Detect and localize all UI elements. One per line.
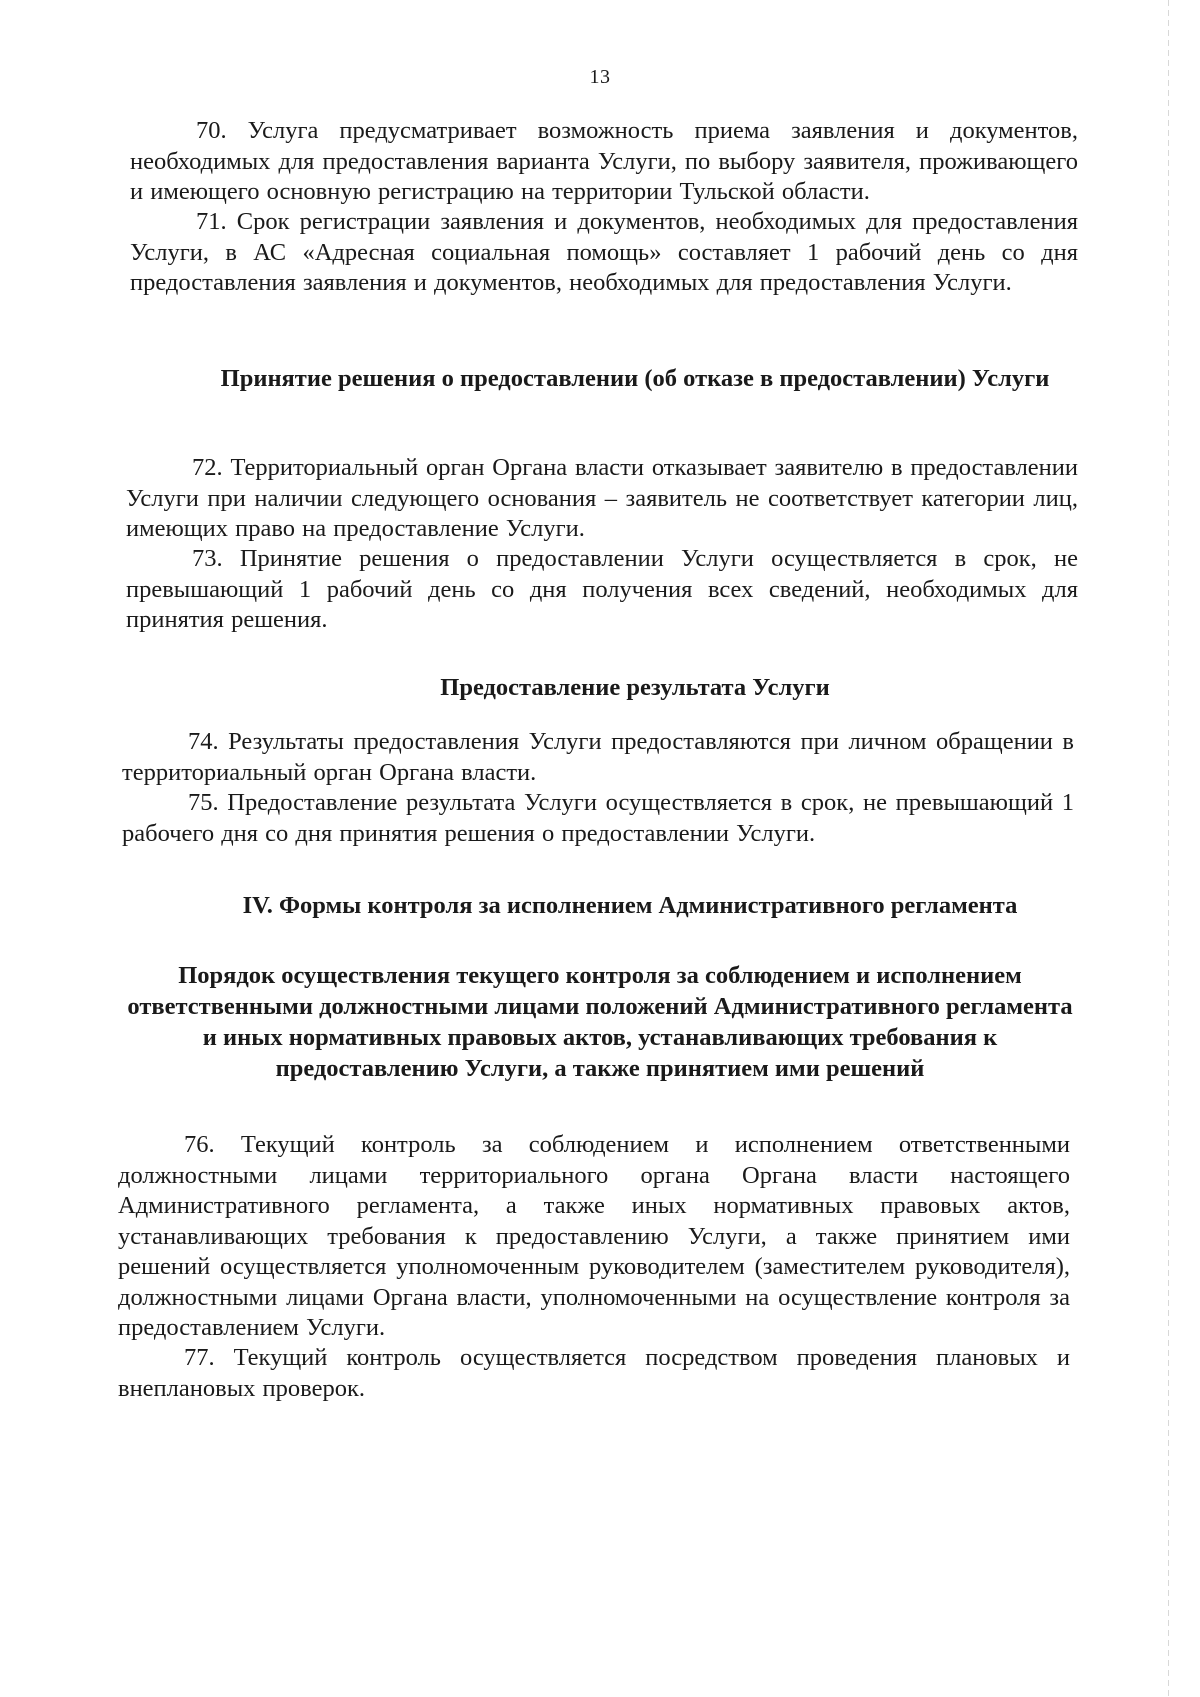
paragraph-71: 71. Срок регистрации заявления и документов, необходимых для предоставления Услуги, в АС «Адресная социальная помощь» составляет 1 рабочий день со дня предоставления заявления и документов, необходимых для предоставления Услуги. — [130, 208, 1078, 296]
paragraph-75: 75. Предоставление результата Услуги осуществляется в срок, не превышающий 1 рабочего дня со дня принятия решения о предоставлении Услуги. — [122, 789, 1074, 847]
page-number: 13 — [589, 66, 611, 88]
paragraph-70: 70. Услуга предусматривает возможность приема заявления и документов, необходимых для предоставления варианта Услуги, по выбору заявителя, проживающего и имеющего основную регистрацию на территории Тульской области. — [130, 117, 1078, 205]
heading-result: Предоставление результата Услуги — [440, 674, 830, 701]
heading-decision: Принятие решения о предоставлении (об отказе в предоставлении) Услуги — [220, 365, 1050, 392]
scan-edge-line — [1168, 0, 1169, 1697]
heading-control: Порядок осуществления текущего контроля за соблюдением и исполнением ответственными должностными лицами положений Административного регламента и иных нормативных правовых актов, устанавливающих требования к предоставлению Услуги, а также принятием ими решений — [127, 962, 1073, 1082]
paragraph-72: 72. Территориальный орган Органа власти отказывает заявителю в предоставлении Услуги при наличии следующего основания – заявитель не соответствует категории лиц, имеющих право на предоставление Услуги. — [126, 454, 1078, 542]
paragraph-73: 73. Принятие решения о предоставлении Услуги осуществляется в срок, не превышающий 1 рабочий день со дня получения всех сведений, необходимых для принятия решения. — [126, 545, 1078, 633]
paragraph-76: 76. Текущий контроль за соблюдением и исполнением ответственными должностными лицами территориального органа Органа власти настоящего Административного регламента, а также иных нормативных правовых актов, устанавливающих требования к предоставлению Услуги, а также принятием ими решений осуществляется уполномоченным руководителем (заместителем руководителя), должностными лицами Органа власти, уполномоченными на осуществление контроля за предоставлением Услуги. — [118, 1131, 1070, 1341]
heading-section-4: IV. Формы контроля за исполнением Административного регламента — [242, 892, 1018, 919]
paragraph-77: 77. Текущий контроль осуществляется посредством проведения плановых и внеплановых проверок. — [118, 1344, 1070, 1402]
paragraph-74: 74. Результаты предоставления Услуги предоставляются при личном обращении в территориальный орган Органа власти. — [122, 728, 1074, 786]
